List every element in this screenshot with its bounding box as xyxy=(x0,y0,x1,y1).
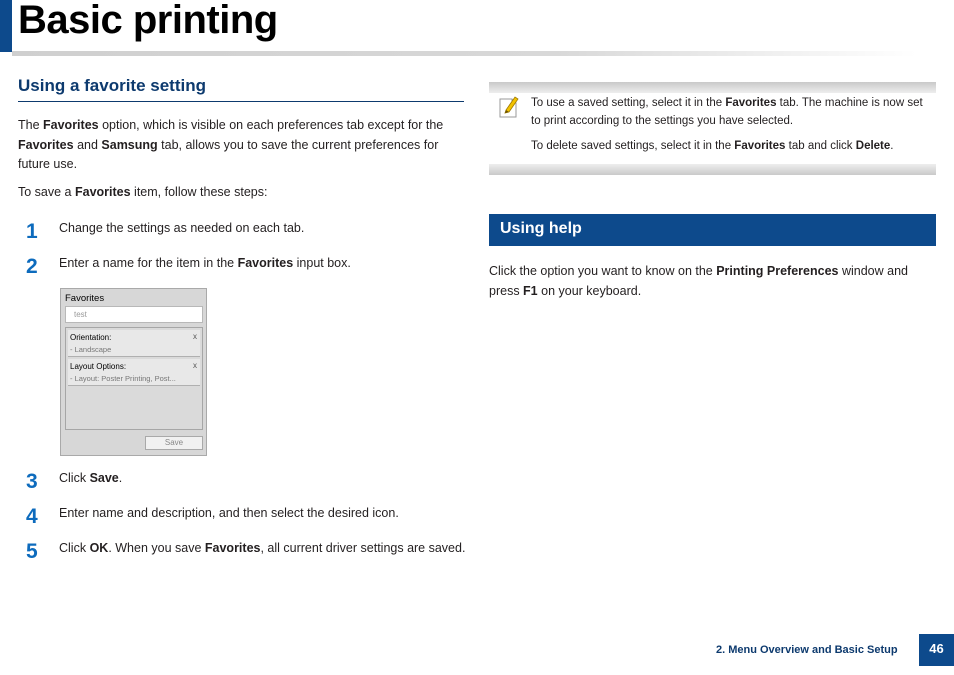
footer-chapter: 2. Menu Overview and Basic Setup xyxy=(716,644,898,656)
page-title: Basic printing xyxy=(18,0,278,42)
close-icon[interactable]: x xyxy=(193,332,197,341)
section-heading-help: Using help xyxy=(500,220,582,237)
title-divider xyxy=(12,51,917,56)
list-item-heading: Layout Options: xyxy=(70,362,127,371)
page-number: 46 xyxy=(919,634,954,666)
step-text: Change the settings as needed on each tab. xyxy=(59,221,305,235)
list-item[interactable] xyxy=(68,330,200,357)
list-item-value: - Layout: Poster Printing, Post... xyxy=(70,374,176,383)
list-item-heading: Orientation: xyxy=(70,333,112,342)
list-item[interactable] xyxy=(68,359,200,386)
steps-lead: To save a Favorites item, follow these steps: xyxy=(18,185,268,199)
section-rule xyxy=(18,101,464,102)
favorites-name-input[interactable]: test xyxy=(65,306,203,323)
note-bottom-rule xyxy=(489,164,936,175)
favorites-settings-list xyxy=(65,327,203,430)
note-pencil-icon xyxy=(498,95,520,119)
step-text: Click Save. xyxy=(59,471,123,485)
intro-paragraph: The Favorites option, which is visible on each preferences tab except for the Favorites and Samsung tab, allows you to save the current preferences for future use. xyxy=(18,118,444,171)
note-top-rule xyxy=(489,82,936,93)
step-text: Enter name and description, and then select the desired icon. xyxy=(59,506,399,520)
list-item-value: - Landscape xyxy=(70,345,112,354)
title-accent-bar xyxy=(0,0,12,52)
step-number: 3 xyxy=(26,470,38,493)
help-paragraph: Click the option you want to know on the Printing Preferences window and press F1 on your keyboard. xyxy=(489,264,908,298)
favorites-panel xyxy=(60,288,207,456)
section-heading-favorite: Using a favorite setting xyxy=(18,76,206,95)
step-number: 1 xyxy=(26,220,38,243)
close-icon[interactable]: x xyxy=(193,361,197,370)
step-number: 2 xyxy=(26,255,38,278)
favorites-panel-title: Favorites xyxy=(65,293,105,304)
note-paragraph: To delete saved settings, select it in the Favorites tab and click Delete. xyxy=(531,140,894,152)
step-text: Enter a name for the item in the Favorites input box. xyxy=(59,256,351,270)
step-text: Click OK. When you save Favorites, all current driver settings are saved. xyxy=(59,541,466,555)
step-number: 5 xyxy=(26,540,38,563)
note-paragraph: To use a saved setting, select it in the Favorites tab. The machine is now set to print according to the settings you have selected. xyxy=(531,97,923,127)
save-button[interactable]: Save xyxy=(145,436,203,450)
step-number: 4 xyxy=(26,505,38,528)
